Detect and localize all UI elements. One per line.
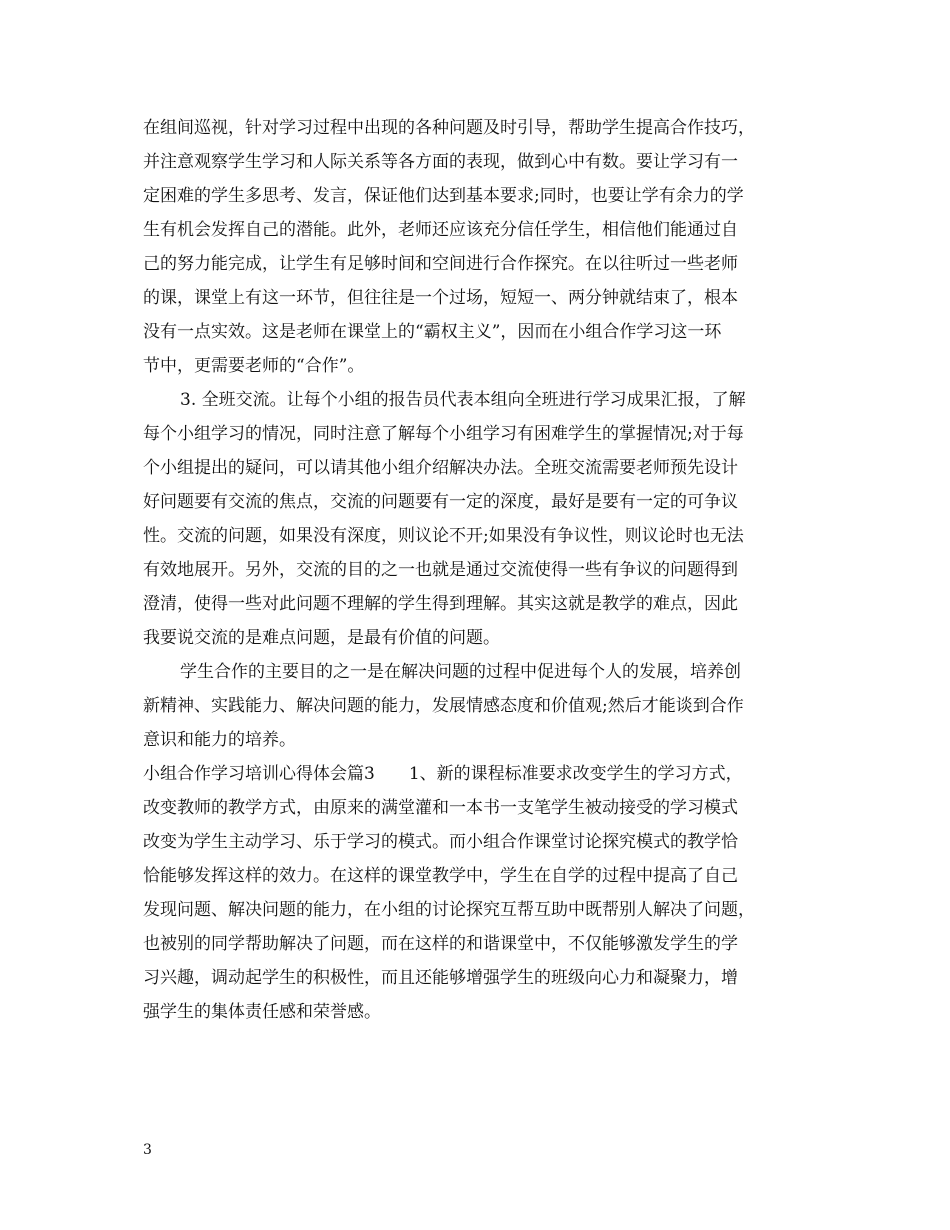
text-line: 有效地展开。另外，交流的目的之一也就是通过交流使得一些有争议的问题得到 — [143, 560, 738, 580]
text-line: 改变教师的教学方式，由原来的满堂灌和一本书一支笔学生被动接受的学习模式 — [143, 798, 738, 818]
text-line: 改变为学生主动学习、乐于学习的模式。而小组合作课堂讨论探究模式的教学恰 — [143, 832, 738, 852]
text-line: 发现问题、解决问题的能力，在小组的讨论探究互帮互助中既帮别人解决了问题， — [143, 900, 755, 920]
text-line: 意识和能力的培养。 — [143, 730, 296, 750]
text-line: 的课，课堂上有这一环节，但往往是一个过场，短短一、两分钟就结束了，根本 — [143, 288, 738, 308]
text-line: 习兴趣，调动起学生的积极性，而且还能够增强学生的班级向心力和凝聚力，增 — [143, 968, 738, 988]
text-line: 恰能够发挥这样的效力。在这样的课堂教学中，学生在自学的过程中提高了自己 — [143, 866, 738, 886]
text-line: 个小组提出的疑问，可以请其他小组介绍解决办法。全班交流需要老师预先设计 — [143, 458, 738, 478]
paragraph-start-line: 学生合作的主要目的之一是在解决问题的过程中促进每个人的发展，培养创 — [180, 662, 741, 682]
text-line: 好问题要有交流的焦点，交流的问题要有一定的深度，最好是要有一定的可争议 — [143, 492, 738, 512]
section-heading-line: 小组合作学习培训心得体会篇3 1、新的课程标准要求改变学生的学习方式， — [143, 764, 743, 784]
text-line: 在组间巡视，针对学习过程中出现的各种问题及时引导，帮助学生提高合作技巧， — [143, 118, 755, 138]
text-line: 新精神、实践能力、解决问题的能力，发展情感态度和价值观;然后才能谈到合作 — [143, 696, 744, 716]
page-number: 3 — [143, 1142, 152, 1158]
text-line: 性。交流的问题，如果没有深度，则议论不开;如果没有争议性，则议论时也无法 — [143, 526, 744, 546]
text-line: 生有机会发挥自己的潜能。此外，老师还应该充分信任学生，相信他们能通过自 — [143, 220, 738, 240]
text-line: 己的努力能完成，让学生有足够时间和空间进行合作探究。在以往听过一些老师 — [143, 254, 738, 274]
text-line: 强学生的集体责任感和荣誉感。 — [143, 1002, 381, 1022]
text-line: 定困难的学生多思考、发言，保证他们达到基本要求;同时，也要让学有余力的学 — [143, 186, 744, 206]
text-line: 每个小组学习的情况，同时注意了解每个小组学习有困难学生的掌握情况;对于每 — [143, 424, 744, 444]
text-line: 也被别的同学帮助解决了问题，而在这样的和谐课堂中，不仅能够激发学生的学 — [143, 934, 738, 954]
text-line: 并注意观察学生学习和人际关系等各方面的表现，做到心中有数。要让学习有一 — [143, 152, 738, 172]
text-line: 我要说交流的是难点问题，是最有价值的问题。 — [143, 628, 500, 648]
paragraph-start-line: 3. 全班交流。让每个小组的报告员代表本组向全班进行学习成果汇报，了解 — [180, 390, 746, 410]
text-line: 澄清，使得一些对此问题不理解的学生得到理解。其实这就是教学的难点，因此 — [143, 594, 738, 614]
text-line: 没有一点实效。这是老师在课堂上的“霸权主义”，因而在小组合作学习这一环 — [143, 322, 722, 342]
text-line: 节中，更需要老师的“合作”。 — [143, 356, 365, 376]
